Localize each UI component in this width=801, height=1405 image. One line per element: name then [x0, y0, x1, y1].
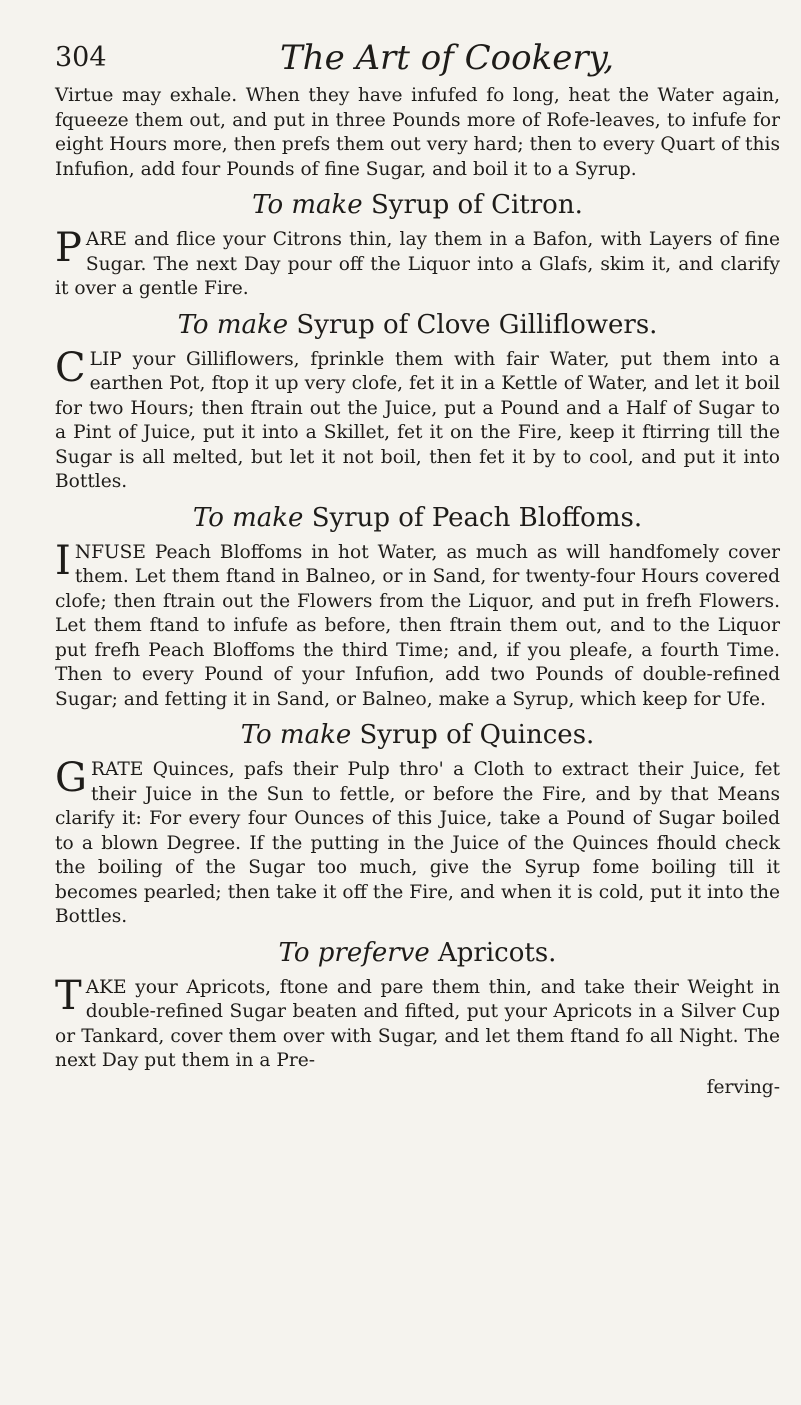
heading-main: Syrup of Citron.	[370, 190, 583, 220]
drop-capital: G	[55, 755, 87, 801]
recipe-heading-peach	[55, 501, 780, 535]
catchword: ferving-	[706, 1076, 780, 1098]
recipe-body: AKE your Apricots, ftone and pare them thin, and take their Weight in double-refined Sugar beaten and fifted, put your Apricots in a Silver Cup or Tankard, cover them over with Sugar, and let them ftand fo all Night. The next Day put them in a Pre-	[55, 976, 780, 1071]
recipe-body: LIP your Gilliflowers, fprinkle them with fair Water, put them into a earthen Pot, ftop it up very clofe, fet it in a Kettle of Water, and let it boil for two Hours; then ftrain out the Juice, put a Pound and a Half of Sugar to a Pint of Juice, put it into a Skillet, fet it on the Fire, keep it ftirring till the Sugar is all melted, but let it not boil, then fet it by to cool, and put it into Bottles.	[55, 348, 780, 492]
continuation-paragraph: Virtue may exhale. When they have infufed fo long, heat the Water again, fqueeze them out, and put in three Pounds more of Rofe-leaves, to infufe for eight Hours more, then prefs them out very hard; then to every Quart of this Infufion, add four Pounds of fine Sugar, and boil it to a Syrup.	[55, 85, 780, 180]
recipe-heading-citron	[55, 188, 780, 222]
recipe-heading-apricots	[55, 936, 780, 970]
drop-capital: C	[55, 344, 86, 391]
page-number: 304	[55, 42, 107, 73]
recipe-body: NFUSE Peach Bloffoms in hot Water, as much as will handfomely cover them. Let them ftand in Balneo, or in Sand, for twenty-four Hours covered clofe; then ftrain out the Flowers from the Liquor, and put in frefh Flowers. Let them ftand to infufe as before, then ftrain them out, and to the Liquor put frefh Peach Bloffoms the third Time; and, if you pleafe, a fourth Time. Then to every Pound of your Infufion, add two Pounds of double-refined Sugar; and fetting it in Sand, or Balneo, make a Syrup, which keep for Ufe.	[55, 541, 780, 710]
recipe-text-citron	[55, 225, 780, 302]
heading-main: Apricots.	[438, 937, 557, 968]
recipe-heading-gilliflowers	[55, 308, 780, 342]
recipe-text-apricots	[55, 972, 780, 1074]
heading-main: Syrup of Quinces.	[359, 720, 595, 750]
heading-prefix: To make	[192, 502, 304, 533]
recipe-text-quinces	[55, 755, 780, 930]
page-header	[55, 36, 775, 80]
recipe-text-gilliflowers	[55, 344, 780, 495]
recipe-body: RATE Quinces, pafs their Pulp thro' a Cloth to extract their Juice, fet their Juice in the Sun to fettle, or before the Fire, and by that Means clarify it: For every four Ounces of this Juice, take a Pound of Sugar boiled to a blown Degree. If the putting in the Juice of the Quinces fhould check the boiling of the Sugar too much, give the Syrup fome boiling till it becomes pearled; then take it off the Fire, and when it is cold, put it into the Bottles.	[55, 759, 780, 927]
running-title: The Art of Cookery,	[280, 38, 615, 78]
heading-prefix: To make	[240, 720, 352, 750]
recipe-text-peach	[55, 537, 780, 713]
recipe-heading-quinces	[55, 718, 780, 752]
heading-prefix: To preferve	[278, 937, 430, 968]
drop-capital: I	[55, 537, 71, 584]
heading-prefix: To make	[177, 309, 289, 340]
recipe-body: ARE and flice your Citrons thin, lay them in a Bafon, with Layers of fine Sugar. The next Day pour off the Liquor into a Glafs, skim it, and clarify it over a gentle Fire.	[55, 229, 780, 299]
body-text	[55, 84, 780, 1100]
drop-capital: T	[55, 972, 82, 1019]
heading-main: Syrup of Clove Gilliflowers.	[296, 309, 658, 340]
heading-prefix: To make	[252, 190, 363, 220]
heading-main: Syrup of Peach Bloffoms.	[311, 502, 643, 533]
drop-capital: P	[55, 225, 82, 271]
